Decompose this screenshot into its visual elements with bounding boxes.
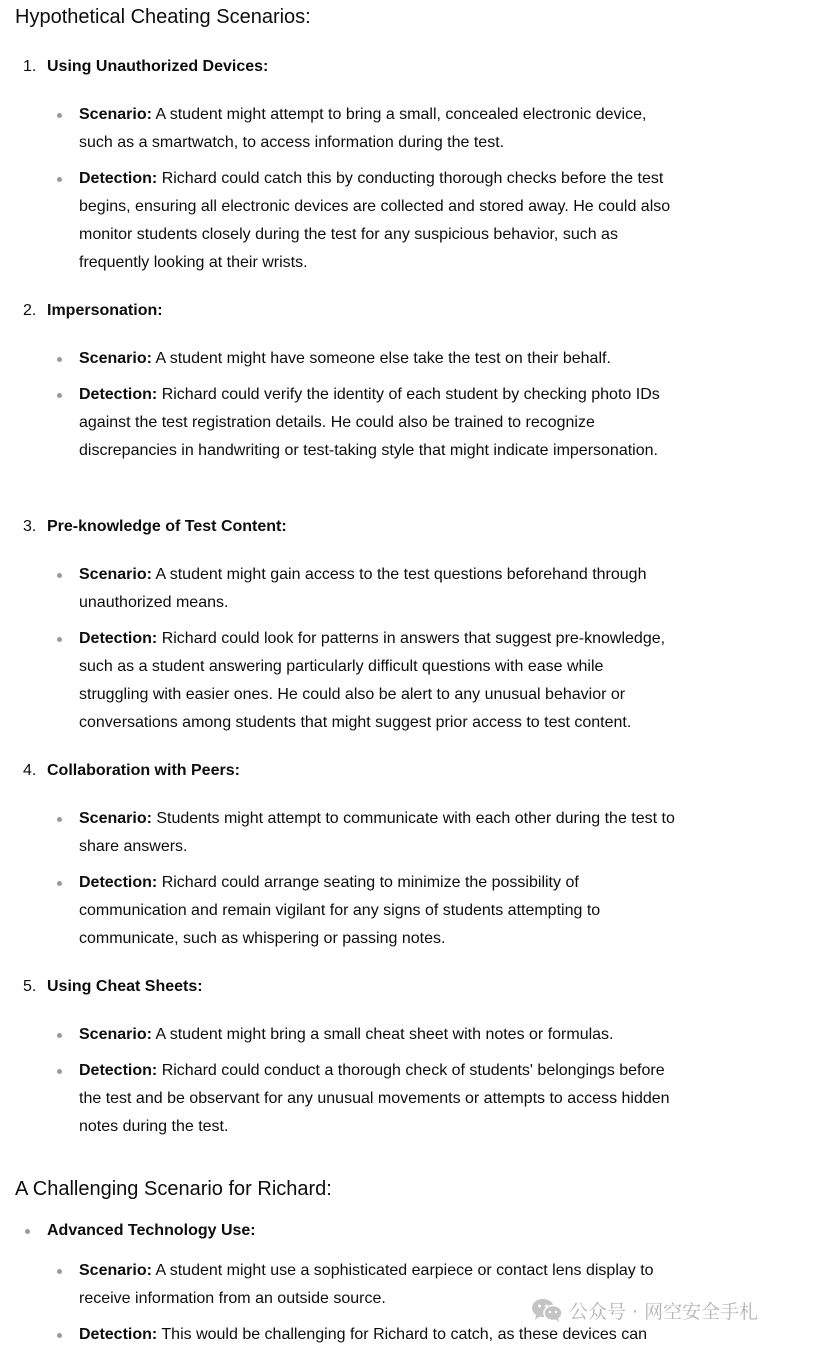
bullet-marker — [57, 1269, 62, 1274]
section-heading-main: Hypothetical Cheating Scenarios: — [15, 6, 311, 28]
list-number-3: 3. — [23, 518, 37, 535]
scenario-paragraph-5 — [79, 1021, 675, 1049]
detection-label: Detection: — [79, 630, 158, 647]
detection-paragraph-2 — [79, 381, 675, 465]
scenario-label: Scenario: — [79, 566, 152, 583]
scenario-text: A student might have someone else take the test on their behalf. — [155, 350, 611, 367]
bullet-marker — [57, 393, 62, 398]
watermark — [531, 1296, 758, 1324]
wechat-icon — [531, 1297, 563, 1323]
detection-label: Detection: — [79, 386, 158, 403]
bullet-marker — [57, 1069, 62, 1074]
detection-text: Richard could verify the identity of each student by checking photo IDs against the test registration details. He could also be trained to recognize discrepancies in handwriting or test-taking style that might indicate impersonation. — [79, 386, 660, 459]
bullet-marker — [57, 177, 62, 182]
watermark-text: 公众号 · 网空安全手札 — [569, 1300, 759, 1323]
detection-paragraph-1 — [79, 165, 675, 277]
detection-text: Richard could conduct a thorough check of students' belongings before the test and be observant for any unusual movements or attempts to access hidden notes during the test. — [79, 1062, 670, 1135]
scenario-label: Scenario: — [79, 350, 152, 367]
scenario-paragraph-4 — [79, 805, 675, 861]
detection-label: Detection: — [79, 170, 158, 187]
detection-paragraph-3 — [79, 625, 675, 737]
list-number-4: 4. — [23, 762, 37, 779]
item-title-1: Using Unauthorized Devices: — [47, 58, 269, 75]
scenario-text: A student might attempt to bring a small, concealed electronic device, such as a smartwatch, to access information during the test. — [79, 106, 647, 151]
bullet-marker — [57, 1333, 62, 1338]
list-number-5: 5. — [23, 978, 37, 995]
detection-text: Richard could arrange seating to minimize the possibility of communication and remain vigilant for any signs of students attempting to communicate, such as whispering or passing notes. — [79, 874, 601, 947]
bullet-marker — [57, 573, 62, 578]
detection-text: This would be challenging for Richard to catch, as these devices can — [161, 1326, 647, 1343]
detection-text: Richard could catch this by conducting thorough checks before the test begins, ensuring all electronic devices are collected and stored away. He could also monitor students closely during the test for any suspicious behavior, such as frequently looking at their wrists. — [79, 170, 671, 271]
item-title-4: Collaboration with Peers: — [47, 762, 240, 779]
detection-label: Detection: — [79, 1062, 158, 1079]
bullet-marker — [57, 113, 62, 118]
detection-label: Detection: — [79, 1326, 158, 1343]
challenge-title: Advanced Technology Use: — [47, 1222, 256, 1239]
bullet-marker — [25, 1229, 30, 1234]
bullet-marker — [57, 357, 62, 362]
item-title-5: Using Cheat Sheets: — [47, 978, 203, 995]
detection-text: Richard could look for patterns in answers that suggest pre-knowledge, such as a student answering particularly difficult questions with ease while struggling with easier ones. He could also be alert to any unusual behavior or conversations among students that might suggest prior access to test content. — [79, 630, 666, 731]
scenario-text: A student might use a sophisticated earpiece or contact lens display to receive information from an outside source. — [79, 1262, 654, 1307]
scenario-label: Scenario: — [79, 810, 152, 827]
scenario-label: Scenario: — [79, 1026, 152, 1043]
section-heading-challenge: A Challenging Scenario for Richard: — [15, 1178, 332, 1200]
scenario-text: Students might attempt to communicate with each other during the test to share answers. — [79, 810, 675, 855]
scenario-label: Scenario: — [79, 106, 152, 123]
challenge-detection-paragraph — [79, 1321, 675, 1349]
detection-label: Detection: — [79, 874, 158, 891]
item-title-3: Pre-knowledge of Test Content: — [47, 518, 287, 535]
item-title-2: Impersonation: — [47, 302, 163, 319]
scenario-paragraph-1 — [79, 101, 675, 157]
list-number-1: 1. — [23, 58, 37, 75]
bullet-marker — [57, 1033, 62, 1038]
detection-paragraph-4 — [79, 869, 675, 953]
scenario-label: Scenario: — [79, 1262, 152, 1279]
bullet-marker — [57, 817, 62, 822]
detection-paragraph-5 — [79, 1057, 675, 1141]
list-number-2: 2. — [23, 302, 37, 319]
scenario-paragraph-3 — [79, 561, 675, 617]
bullet-marker — [57, 881, 62, 886]
scenario-text: A student might gain access to the test questions beforehand through unauthorized means. — [79, 566, 647, 611]
scenario-paragraph-2 — [79, 345, 675, 373]
scenario-text: A student might bring a small cheat sheet with notes or formulas. — [155, 1026, 614, 1043]
bullet-marker — [57, 637, 62, 642]
